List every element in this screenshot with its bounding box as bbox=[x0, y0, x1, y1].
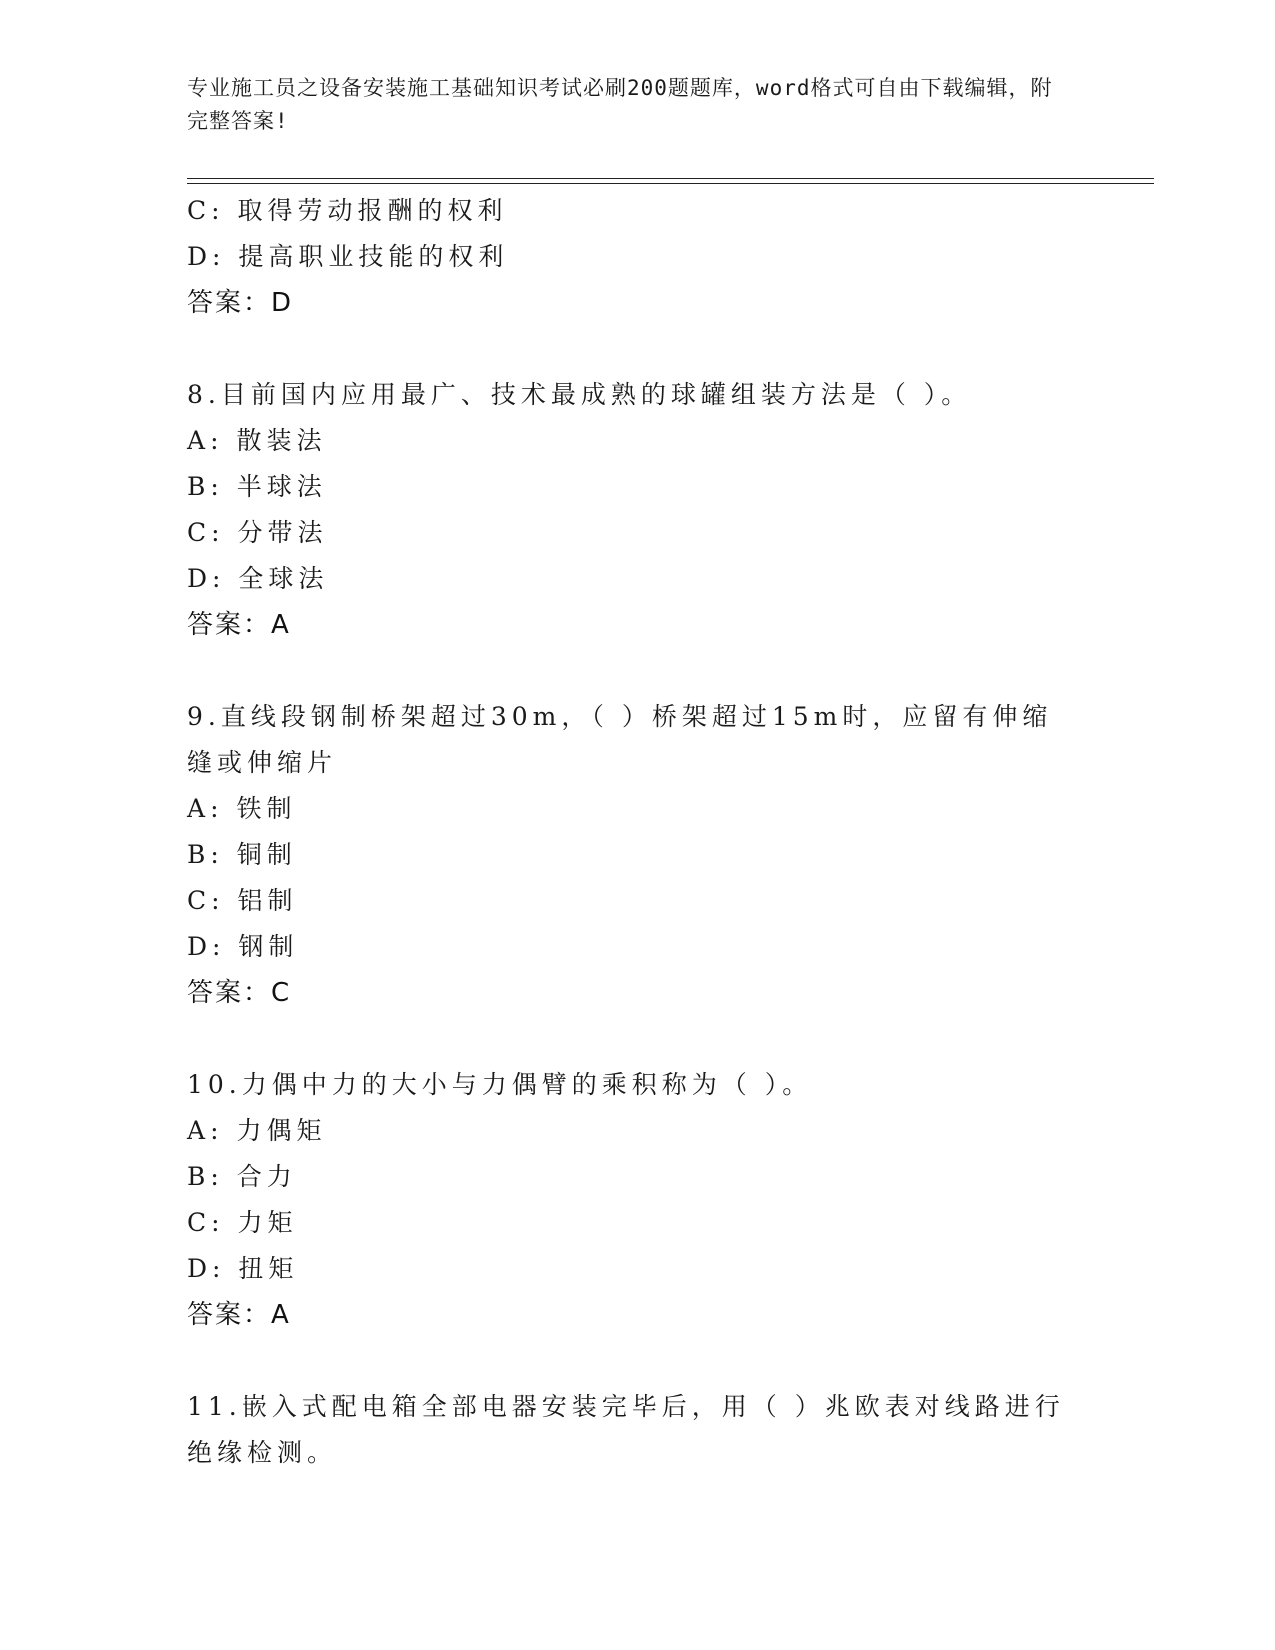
question-text: 8.目前国内应用最广、技术最成熟的球罐组装方法是（ ）。 bbox=[187, 380, 972, 409]
option-b: B: 铜制 bbox=[187, 840, 297, 869]
option-d: D: 钢制 bbox=[187, 932, 299, 961]
question-text: 9.直线段钢制桥架超过30m，（ ）桥架超过15m时，应留有伸缩缝或伸缩片 bbox=[187, 702, 1053, 777]
question-10 bbox=[187, 1062, 1077, 1338]
option-b: B: 合力 bbox=[187, 1162, 297, 1191]
option-a: A: 铁制 bbox=[187, 794, 297, 823]
option-d: D: 扭矩 bbox=[187, 1254, 299, 1283]
option-c: C: 铝制 bbox=[187, 886, 298, 915]
question-9 bbox=[187, 694, 1077, 1016]
option-c: C: 取得劳动报酬的权利 bbox=[187, 196, 508, 225]
answer-line: 答案：A bbox=[187, 1300, 291, 1330]
partial-question bbox=[187, 188, 1077, 326]
header-divider-top bbox=[187, 178, 1154, 179]
question-text: 10.力偶中力的大小与力偶臂的乘积称为（ ）。 bbox=[187, 1070, 813, 1099]
option-d: D: 提高职业技能的权利 bbox=[187, 242, 509, 271]
option-c: C: 力矩 bbox=[187, 1208, 298, 1237]
answer-line: 答案：D bbox=[187, 288, 294, 318]
answer-line: 答案：C bbox=[187, 978, 292, 1008]
question-11 bbox=[187, 1384, 1077, 1476]
option-b: B: 半球法 bbox=[187, 472, 327, 501]
option-a: A: 散装法 bbox=[187, 426, 327, 455]
answer-line: 答案：A bbox=[187, 610, 291, 640]
question-list bbox=[187, 188, 1077, 1476]
option-d: D: 全球法 bbox=[187, 564, 329, 593]
question-text: 11.嵌入式配电箱全部电器安装完毕后，用（ ）兆欧表对线路进行绝缘检测。 bbox=[187, 1392, 1065, 1467]
option-a: A: 力偶矩 bbox=[187, 1116, 327, 1145]
option-c: C: 分带法 bbox=[187, 518, 328, 547]
question-8 bbox=[187, 372, 1077, 648]
document-header: 专业施工员之设备安装施工基础知识考试必刷200题题库，word格式可自由下载编辑，附完整答案! bbox=[187, 76, 1053, 133]
header-divider-bottom bbox=[187, 183, 1154, 184]
